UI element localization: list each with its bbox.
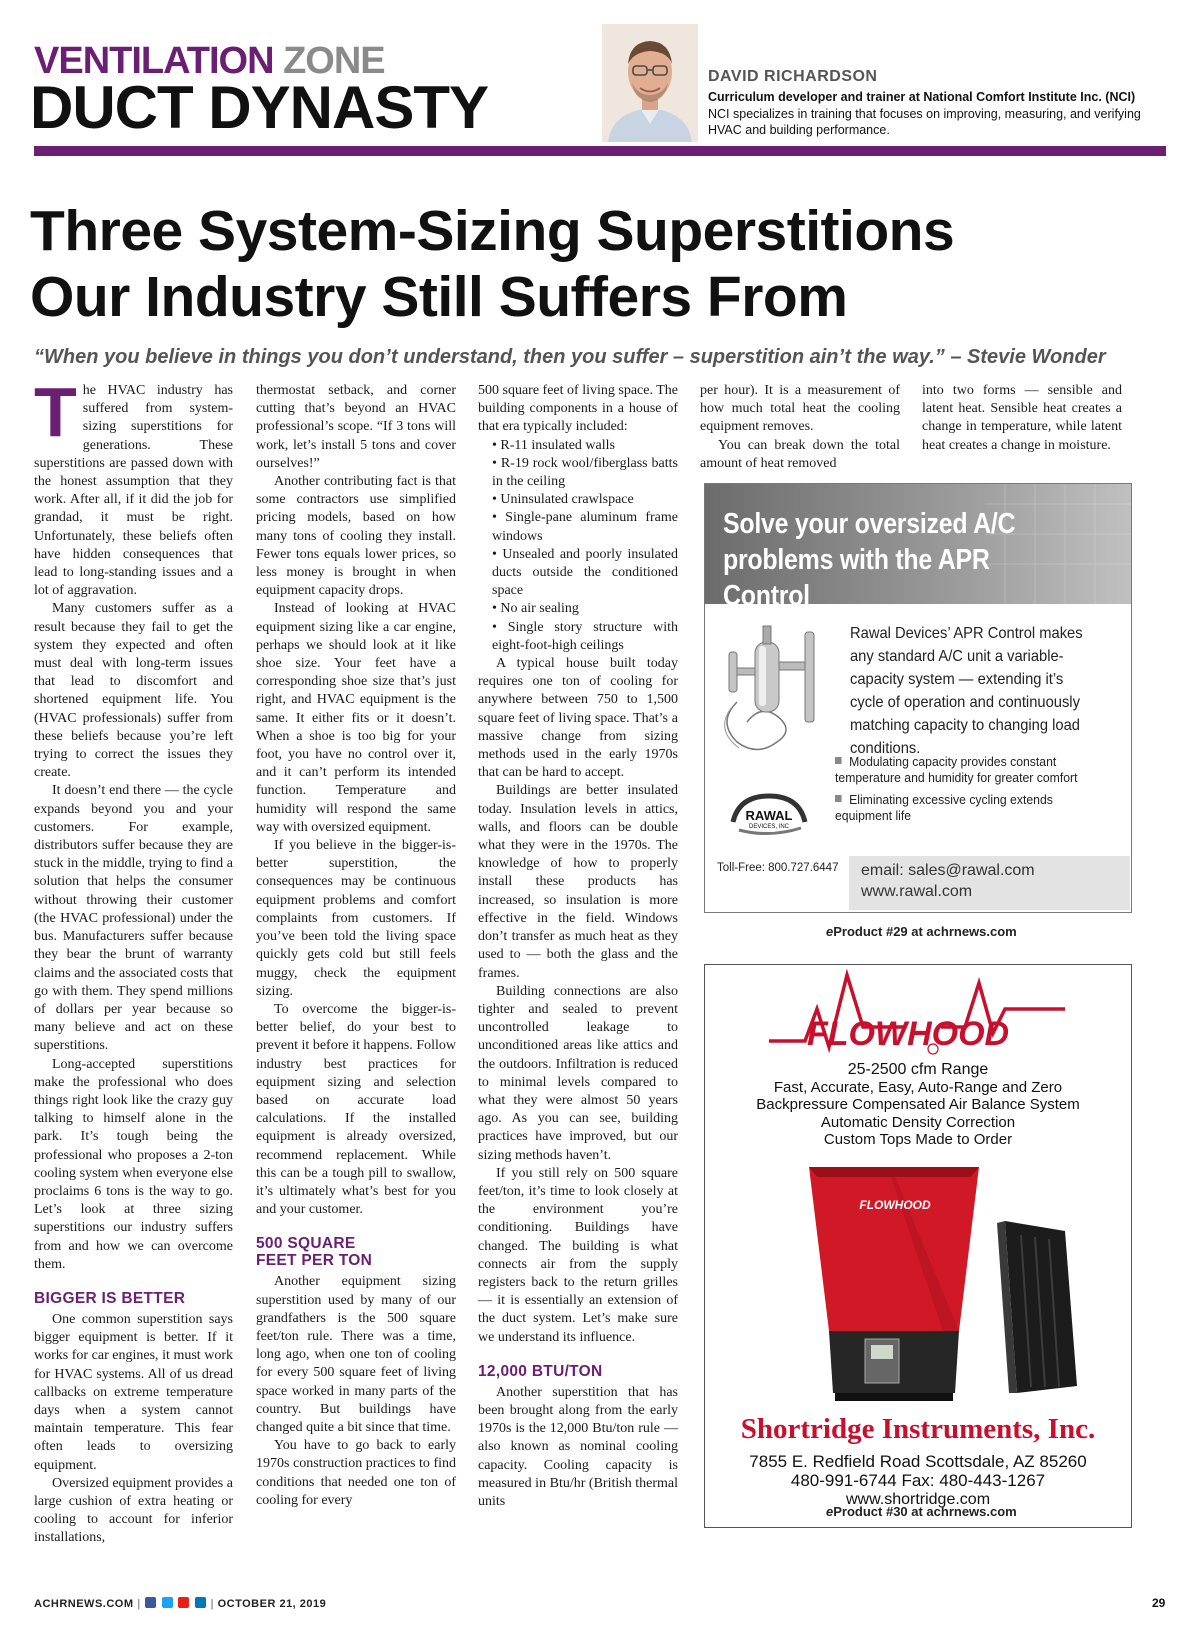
ad-line: Custom Tops Made to Order — [823, 1131, 1013, 1148]
paragraph: into two forms — sensible and latent heat. Sensible heat creates a change in temperature, while latent heat creates a change in moisture. — [922, 383, 1122, 453]
paragraph: If you still rely on 500 square feet/ton, it’s time to look closely at the environment you’re conditioning. Buildings have changed. The building is what connects air from the supply registers back to the return grilles — it is essentially an extension of the duct system. Let’s make sure we understand its influence. — [478, 1165, 678, 1345]
flowhood-logo — [765, 969, 1075, 1063]
list-item: • R-19 rock wool/fiberglass batts in the ceiling — [492, 455, 678, 490]
ad-rawal-apr-control[interactable] — [704, 483, 1132, 913]
article-column-4 — [700, 382, 900, 473]
ad-headline: Solve your oversized A/C problems with the APR Control — [723, 508, 1016, 612]
column-masthead: DUCT DYNASTY — [30, 74, 489, 141]
drop-cap: T — [34, 373, 77, 451]
kicker-secondary: ZONE — [283, 40, 385, 82]
paragraph: Long-accepted superstitions make the professional who does things right look like the crazy guy talking to himself alone in the park. It’s tough being the professional who proposes a 2-ton cooling system when everyone else proclaims 6 tons is the way to go. Let’s look at three sizing superstitions our industry suffers from and how we can overcome them. — [34, 1056, 233, 1272]
paragraph: You can break down the total amount of heat removed — [700, 437, 900, 471]
ad-toll-free: Toll-Free: 800.727.6447 — [717, 862, 839, 874]
rawal-logo — [729, 792, 809, 838]
ad-shortridge-flowhood[interactable] — [704, 964, 1132, 1528]
ad-bullet: Modulating capacity provides constant temperature and humidity for greater comfort — [835, 754, 1078, 785]
ad-line: Automatic Density Correction — [820, 1114, 1016, 1131]
page-number: 29 — [1152, 1596, 1166, 1610]
article-title — [30, 198, 1170, 330]
header-rule — [34, 146, 1166, 156]
rawal-logo-name: RAWAL — [745, 808, 793, 823]
paragraph: Many customers suffer as a result because they fail to get the system they expected and often must deal with long-term issues that lead to discomfort and shortened equipment life. You (HVAC professionals) suffer from these beliefs because you’re left trying to correct the issues they create. — [34, 601, 233, 781]
ad-email-link[interactable]: email: sales@rawal.com — [861, 862, 1035, 879]
paragraph: If you believe in the bigger-is-better superstition, the consequences may be continuous equipment problems and comfort complaints from customers. If you’ve been told the living space quickly gets cold but still feels muggy, check the equipment sizing. — [256, 838, 456, 999]
eproduct-caption-30[interactable]: eProduct #30 at achrnews.com — [826, 1504, 1017, 1519]
ad-website-link[interactable]: www.rawal.com — [861, 883, 973, 900]
ad-line: Backpressure Compensated Air Balance System — [756, 1096, 1080, 1113]
list-item: • R-11 insulated walls — [492, 437, 615, 453]
paragraph: You have to go back to early 1970s construction practices to find conditions that needed one ton of cooling for every — [256, 1438, 456, 1508]
author-bio — [708, 68, 1178, 138]
paragraph: per hour). It is a measurement of how much total heat the cooling equipment removes. — [700, 383, 900, 435]
square-bullet-icon — [835, 757, 842, 764]
square-bullet-icon — [835, 795, 842, 802]
paragraph: One common superstition says bigger equipment is better. If it works for car engines, it must work for HVAC systems. All of us dread callbacks on extreme temperature days when a system cannot maintain temperature. This fear often leads to oversizing equipment. — [34, 1311, 233, 1473]
page-footer: ACHRNEWS.COM | | OCTOBER 21, 2019 — [34, 1598, 327, 1610]
rawal-logo-subtitle: DEVICES, INC — [748, 824, 790, 830]
linkedin-icon[interactable] — [195, 1597, 206, 1608]
hood-label: FLOWHOOD — [859, 1198, 931, 1212]
ad-address: 7855 E. Redfield Road Scottsdale, AZ 85260 — [749, 1452, 1087, 1471]
subhead-bigger-is-better: BIGGER IS BETTER — [34, 1289, 186, 1307]
paragraph: thermostat setback, and corner cutting that’s beyond an HVAC professional’s scope. “If 3 tons will work, let’s install 5 tons and cover ourselves!” — [256, 383, 456, 471]
eproduct-caption-29[interactable]: eProduct #29 at achrnews.com — [826, 924, 1017, 939]
paragraph: Another contributing fact is that some contractors use simplified pricing models, based on how many tons of cooling they install. Fewer tons equals lower prices, so less money is brought in when equipment capacity drops. — [256, 474, 456, 599]
paragraph: Another superstition that has been brought along from the early 1970s is the 12,000 Btu/ton rule — also known as nominal cooling capacity. Cooling capacity is measured in Btu/hr (British thermal units — [478, 1384, 678, 1509]
ad-bullet: Eliminating excessive cycling extends equipment life — [835, 792, 1053, 823]
paragraph: Buildings are better insulated today. Insulation levels in attics, walls, and floors can be double what they were in the 1970s. The knowledge of how to properly install these products has increased, so insulation is more effective in the field. Windows don’t transfer as much heat as they used to — both the glass and the frames. — [478, 783, 678, 981]
kicker-primary: VENTILATION — [34, 40, 274, 82]
ad-line: Fast, Accurate, Easy, Auto-Range and Zero — [773, 1079, 1063, 1096]
list-item: • Single-pane aluminum frame windows — [492, 510, 678, 544]
list-item: • Uninsulated crawlspace — [492, 492, 634, 508]
author-description: NCI specializes in training that focuses on improving, measuring, and verifying HVAC and building performance. — [708, 107, 1141, 137]
list-item: • No air sealing — [492, 601, 579, 617]
footer-site[interactable]: ACHRNEWS.COM — [34, 1598, 134, 1610]
pull-quote: “When you believe in things you don’t understand, then you suffer – superstition ain’t the way.” – Stevie Wonder — [34, 346, 1106, 368]
paragraph: 500 square feet of living space. The building components in a house of that era typically included: — [478, 383, 678, 435]
ad-website-link[interactable]: www.shortridge.com — [845, 1491, 991, 1508]
subhead-500-square-feet: 500 SQUARE FEET PER TON — [256, 1235, 373, 1270]
paragraph: It doesn’t end there — the cycle expands beyond you and your customers. For example, distributors suffer because they are stuck in the middle, trying to find a solution that helps the consumer without throwing their customer (the HVAC professional) under the bus. Manufacturers suffer because they bear the brunt of warranty claims and the associated costs that go with them. They spend millions of dollars per year because so many believe and act on these superstitions. — [34, 783, 233, 1054]
ad-phones: 480-991-6744 Fax: 480-443-1267 — [790, 1471, 1046, 1490]
ad-body-text: Rawal Devices’ APR Control makes any standard A/C unit a variable-capacity system — extending it’s cycle of operation and continuously matching capacity to changing load conditions. — [850, 625, 1083, 757]
flowhood-product-image — [795, 1161, 1095, 1411]
list-item: • Single story structure with eight-foot-high ceilings — [492, 619, 678, 653]
title-line-1: Three System-Sizing Superstitions — [30, 199, 955, 263]
article-column-5 — [922, 382, 1122, 455]
ad-banner — [705, 484, 1131, 612]
article-column-1 — [34, 373, 233, 1548]
facebook-icon[interactable] — [145, 1597, 156, 1608]
ad-contact-box — [849, 856, 1130, 910]
twitter-icon[interactable] — [162, 1597, 173, 1608]
youtube-icon[interactable] — [178, 1597, 189, 1608]
paragraph: Another equipment sizing superstition used by many of our grandfathers is the 500 square feet/ton rule. There was a time, long ago, when one ton of cooling for every 500 square feet of living space worked in many parts of the country. But buildings have changed quite a bit since that time. — [256, 1274, 456, 1435]
author-role: Curriculum developer and trainer at National Comfort Institute Inc. (NCI) — [708, 90, 1136, 104]
article-column-2 — [256, 382, 456, 1510]
paragraph: Building connections are also tighter and sealed to prevent uncontrolled leakage to unconditioned areas like attics and the outdoors. Infiltration is reduced to minimal levels compared to what they were almost 50 years ago. As you can see, building practices have improved, but our sizing methods haven’t. — [478, 983, 678, 1163]
paragraph: A typical house built today requires one ton of cooling for anywhere between 750 to 1,500 square feet of living space. That’s a massive change from sizing methods used in the early 1970s that can be hard to accept. — [478, 656, 678, 781]
paragraph: The HVAC industry has suffered from system-sizing superstitions for generations. These superstitions are passed down with the honest assumption that they work. After all, if it did the job for grandad, it must be right. Unfortunately, these beliefs often have hidden consequences that lead to long-standing issues and a lot of aggravation. — [34, 373, 233, 599]
paragraph: Oversized equipment provides a large cushion of extra heating or cooling to account for inferior installations, — [34, 1475, 233, 1546]
flowhood-logo-text: FLOWHOOD — [807, 1015, 1010, 1053]
paragraph: Instead of looking at HVAC equipment sizing like a car engine, perhaps we should look at it like shoe size. Your feet have a corresponding shoe size that’s just right, and HVAC equipment is the same. It either fits or it doesn’t. When a shoe is too big for your foot, you have no control over it, and it can’t perform its intended function. Temperature and humidity will respond the same way with oversized equipment. — [256, 601, 456, 835]
apr-control-device-icon — [717, 612, 837, 762]
list-item: • Unsealed and poorly insulated ducts outside the conditioned space — [492, 546, 678, 599]
ad-line: 25-2500 cfm Range — [847, 1061, 989, 1078]
paragraph: To overcome the bigger-is-better belief, do your best to prevent it before it happens. Follow industry best practices for equipment sizing and selection based on accurate load calculations. If the installed equipment is already oversized, recommend replacement. While this can be a tough pill to swallow, it’s ultimately what’s best for you and your customer. — [256, 1001, 456, 1218]
author-photo — [602, 24, 698, 142]
article-column-3 — [478, 382, 678, 1511]
footer-date: OCTOBER 21, 2019 — [217, 1598, 327, 1610]
subhead-12000-btu-ton: 12,000 BTU/TON — [478, 1362, 603, 1380]
title-line-2: Our Industry Still Suffers From — [30, 265, 848, 329]
author-name: DAVID RICHARDSON — [708, 68, 878, 85]
ad-company-name: Shortridge Instruments, Inc. — [740, 1413, 1096, 1445]
